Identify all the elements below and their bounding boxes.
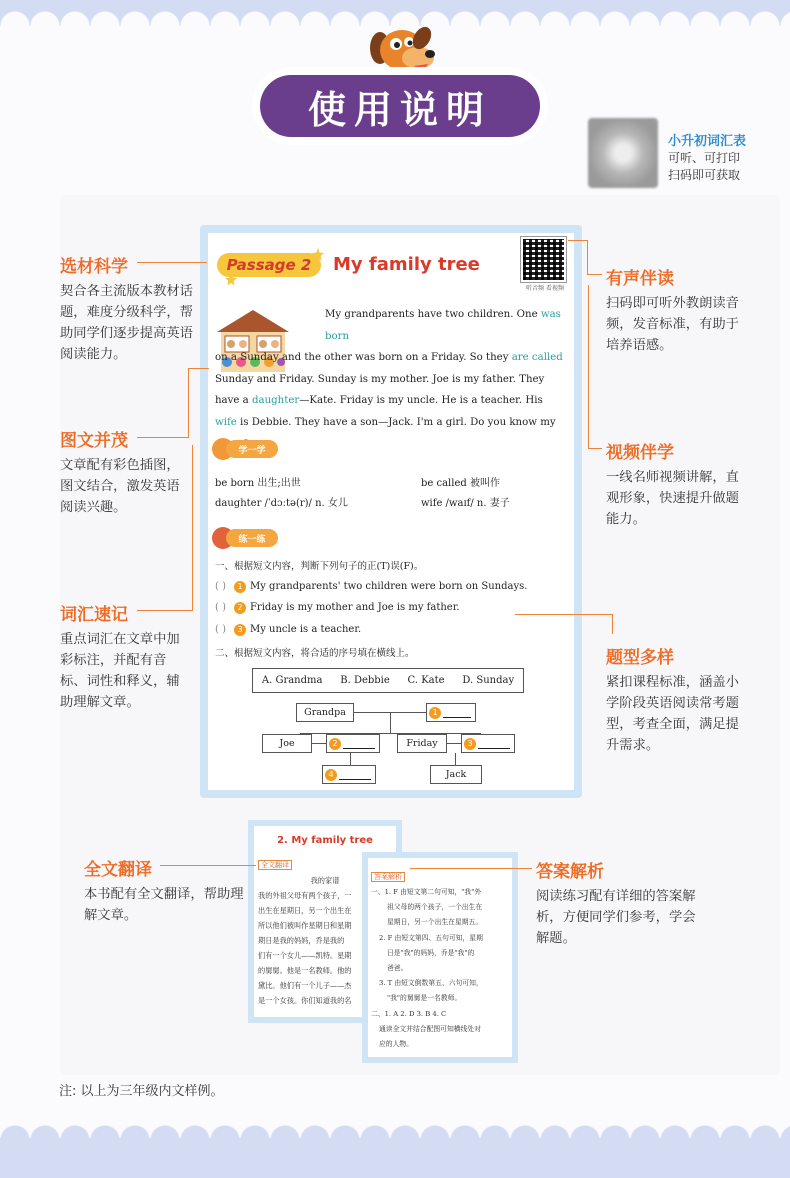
scalloped-bottom-border xyxy=(0,1138,790,1178)
translation-line: 黛比。他们有一个儿子——杰 xyxy=(258,981,352,990)
translation-line: 的舅舅。他是一名教师。他的 xyxy=(258,966,352,975)
translation-heading: 我的家谱 xyxy=(310,876,340,885)
callout-body: 重点词汇在文章中加彩标注，并配有音标、词性和释义，辅助理解文章。 xyxy=(60,632,180,710)
vocab-item: daughter /ˈdɔːtə(r)/ n. 女儿 xyxy=(215,498,348,509)
answer-line: 3. T 由短文倒数第五、六句可知， xyxy=(379,979,483,988)
star-icon xyxy=(310,248,330,262)
callout-tuwen xyxy=(60,426,190,518)
tree-connector xyxy=(312,743,326,744)
question2-heading: 二、根据短文内容，将合适的序号填在横线上。 xyxy=(215,648,415,659)
callout-line xyxy=(588,448,602,449)
tree-connector xyxy=(455,753,456,765)
tree-blank-3[interactable] xyxy=(461,734,515,753)
vocab-item: wife /waɪf/ n. 妻子 xyxy=(421,498,510,509)
callout-shipin xyxy=(606,438,741,530)
passage-label: Passage 2 xyxy=(217,253,321,277)
tf-item-3 xyxy=(215,624,361,636)
blank-number: 3 xyxy=(464,738,476,750)
callout-line xyxy=(588,285,589,449)
translation-line: 所以他们被叫作星期日和星期 xyxy=(258,921,352,930)
star-icon xyxy=(225,273,255,287)
callout-line xyxy=(137,368,189,438)
translation-tag: 全文翻译 xyxy=(258,860,292,870)
option: D. Sunday xyxy=(462,675,515,686)
item-number: 3 xyxy=(234,624,246,636)
answer-line: 祖父母的两个孩子，一个出生在 xyxy=(387,903,483,912)
qr-caption: 听音频 看视频 xyxy=(526,285,564,292)
option: A. Grandma xyxy=(261,675,323,686)
answer-tag: 答案解析 xyxy=(371,872,405,882)
qr-label-line2: 可听、可打印 xyxy=(668,151,741,165)
callout-line xyxy=(588,274,602,275)
callout-body: 一线名师视频讲解，直观形象，快速提升做题能力。 xyxy=(606,470,739,527)
blank-number: 4 xyxy=(325,769,337,781)
tree-node-joe: Joe xyxy=(262,734,312,753)
callout-body: 紧扣课程标准，涵盖小学阶段英语阅读常考题型，考查全面，满足提升需求。 xyxy=(606,675,739,753)
options-box xyxy=(252,668,524,693)
callout-line xyxy=(192,445,193,611)
passage-text-part: is Debbie. They have a son—Jack. I'm a girl. Do you know my xyxy=(240,416,556,428)
callout-cihui xyxy=(60,600,190,713)
answer-line: 应的人物。 xyxy=(379,1040,413,1049)
item-number: 1 xyxy=(234,581,246,593)
translation-line: 出生在星期日，另一个出生在 xyxy=(258,906,352,915)
answer-line: 2. F 由短文第四、五句可知，星期 xyxy=(379,933,483,942)
answer-blank[interactable]: ( ) xyxy=(215,624,226,635)
qr-label-title: 小升初词汇表 xyxy=(668,134,747,149)
blank-number: 2 xyxy=(329,738,341,750)
tree-connector xyxy=(350,753,351,765)
callout-line xyxy=(189,368,209,369)
tree-node-jack: Jack xyxy=(430,765,482,784)
answer-blank[interactable]: ( ) xyxy=(215,602,226,613)
tree-connector xyxy=(447,743,461,744)
audio-video-qr-code[interactable] xyxy=(521,237,566,282)
tf-item-text: My grandparents' two children were born on Sundays. xyxy=(249,581,528,592)
title-banner xyxy=(260,75,540,137)
callout-title: 选材科学 xyxy=(60,257,128,277)
tree-node-friday: Friday xyxy=(397,734,447,753)
tf-item-2 xyxy=(215,602,460,614)
callout-body: 本书配有全文翻译，帮助理解文章。 xyxy=(84,887,244,923)
callout-body: 文章配有彩色插图，图文结合，激发英语阅读兴趣。 xyxy=(60,458,180,515)
callout-line xyxy=(568,240,588,275)
highlight-vocab: daughter xyxy=(251,395,300,407)
highlight-vocab: was born xyxy=(325,309,561,342)
answer-blank[interactable]: ( ) xyxy=(215,581,226,592)
translation-line: 我的外祖父母有两个孩子，一 xyxy=(258,891,352,900)
answer-line: 二、1. A 2. D 3. B 4. C xyxy=(371,1009,447,1018)
callout-body: 契合各主流版本教材话题，难度分级科学，帮助同学们逐步提高英语阅读能力。 xyxy=(60,284,193,362)
callout-title: 有声伴读 xyxy=(606,269,674,289)
learn-label: 学一学 xyxy=(226,440,278,458)
answer-page xyxy=(368,858,512,1057)
tree-connector xyxy=(390,712,391,734)
callout-line xyxy=(137,262,207,263)
answer-line: 一、1. F 由短文第二句可知，"我"外 xyxy=(371,888,482,896)
callout-daan xyxy=(536,857,701,949)
qr-label-line3: 扫码即可获取 xyxy=(668,168,741,182)
vocab-item: be born 出生;出世 xyxy=(215,478,301,489)
item-number: 2 xyxy=(234,602,246,614)
callout-title: 视频伴学 xyxy=(606,443,674,463)
callout-line xyxy=(410,868,532,869)
callout-tixing xyxy=(606,643,744,756)
translation-line: 期日是我的妈妈，乔是我的 xyxy=(258,936,345,945)
translation-line: 们有一个女儿——凯特。星期 xyxy=(258,951,352,960)
tree-blank-1[interactable] xyxy=(426,703,476,722)
translation-line: 是一个女孩。你们知道我的名 xyxy=(258,996,352,1005)
tree-blank-2[interactable] xyxy=(326,734,380,753)
callout-body: 扫码即可听外教朗读音频，发音标准，有助于培养语感。 xyxy=(606,296,739,353)
highlight-vocab: are called xyxy=(511,352,563,364)
answer-line: 星期日，另一个出生在星期五。 xyxy=(387,918,483,927)
answer-text xyxy=(368,883,512,1052)
answer-line: 日是"我"的妈妈，乔是"我"的 xyxy=(387,948,475,957)
passage-text-part: —Kate. Friday is my uncle. He is a teacher. His xyxy=(299,395,543,407)
question1-heading: 一、根据短文内容，判断下列句子的正(T)误(F)。 xyxy=(215,561,424,572)
callout-xuancai xyxy=(60,252,200,365)
callout-title: 词汇速记 xyxy=(60,605,128,625)
vocab-item: be called 被叫作 xyxy=(421,478,500,489)
passage-text-part: My grandparents have two children. One xyxy=(325,309,541,320)
callout-title: 题型多样 xyxy=(606,648,674,668)
answer-line: 通读全文并结合配图可知横线处对 xyxy=(379,1024,481,1033)
callout-title: 图文并茂 xyxy=(60,431,128,451)
answer-line: "我"的舅舅是一名教师。 xyxy=(387,994,462,1003)
vocab-qr-code[interactable] xyxy=(588,118,658,188)
tf-item-1 xyxy=(215,581,527,593)
callout-title: 全文翻译 xyxy=(84,860,152,880)
passage-text xyxy=(215,304,567,455)
callout-line xyxy=(160,865,256,866)
callout-body: 阅读练习配有详细的答案解析，方便同学们参考，学会解题。 xyxy=(536,889,696,946)
option: B. Debbie xyxy=(340,675,390,686)
callout-yousheng xyxy=(606,264,741,356)
passage-text-part: Sunday and Friday. Sunday is my mother. Joe is my father. They have a xyxy=(215,373,545,407)
answer-line: 爸爸。 xyxy=(387,964,408,973)
footnote: 注: 以上为三年级内文样例。 xyxy=(59,1084,224,1099)
callout-title: 答案解析 xyxy=(536,862,604,882)
passage-text-part: on a Sunday and the other was born on a Friday. So they xyxy=(215,352,512,364)
tree-node-grandpa: Grandpa xyxy=(296,703,354,722)
tf-item-text: My uncle is a teacher. xyxy=(249,624,362,635)
passage-title: My family tree xyxy=(333,254,480,275)
translation-title: 2. My family tree xyxy=(277,835,373,846)
callout-line xyxy=(515,614,613,634)
tf-item-text: Friday is my mother and Joe is my father. xyxy=(249,602,460,613)
page-title: 使用说明 xyxy=(307,87,492,132)
callout-line xyxy=(137,610,192,611)
practice-label: 练一练 xyxy=(226,529,278,547)
option: C. Kate xyxy=(407,675,445,686)
tree-blank-4[interactable] xyxy=(322,765,376,784)
blank-number: 1 xyxy=(429,707,441,719)
highlight-vocab: wife xyxy=(215,416,237,428)
